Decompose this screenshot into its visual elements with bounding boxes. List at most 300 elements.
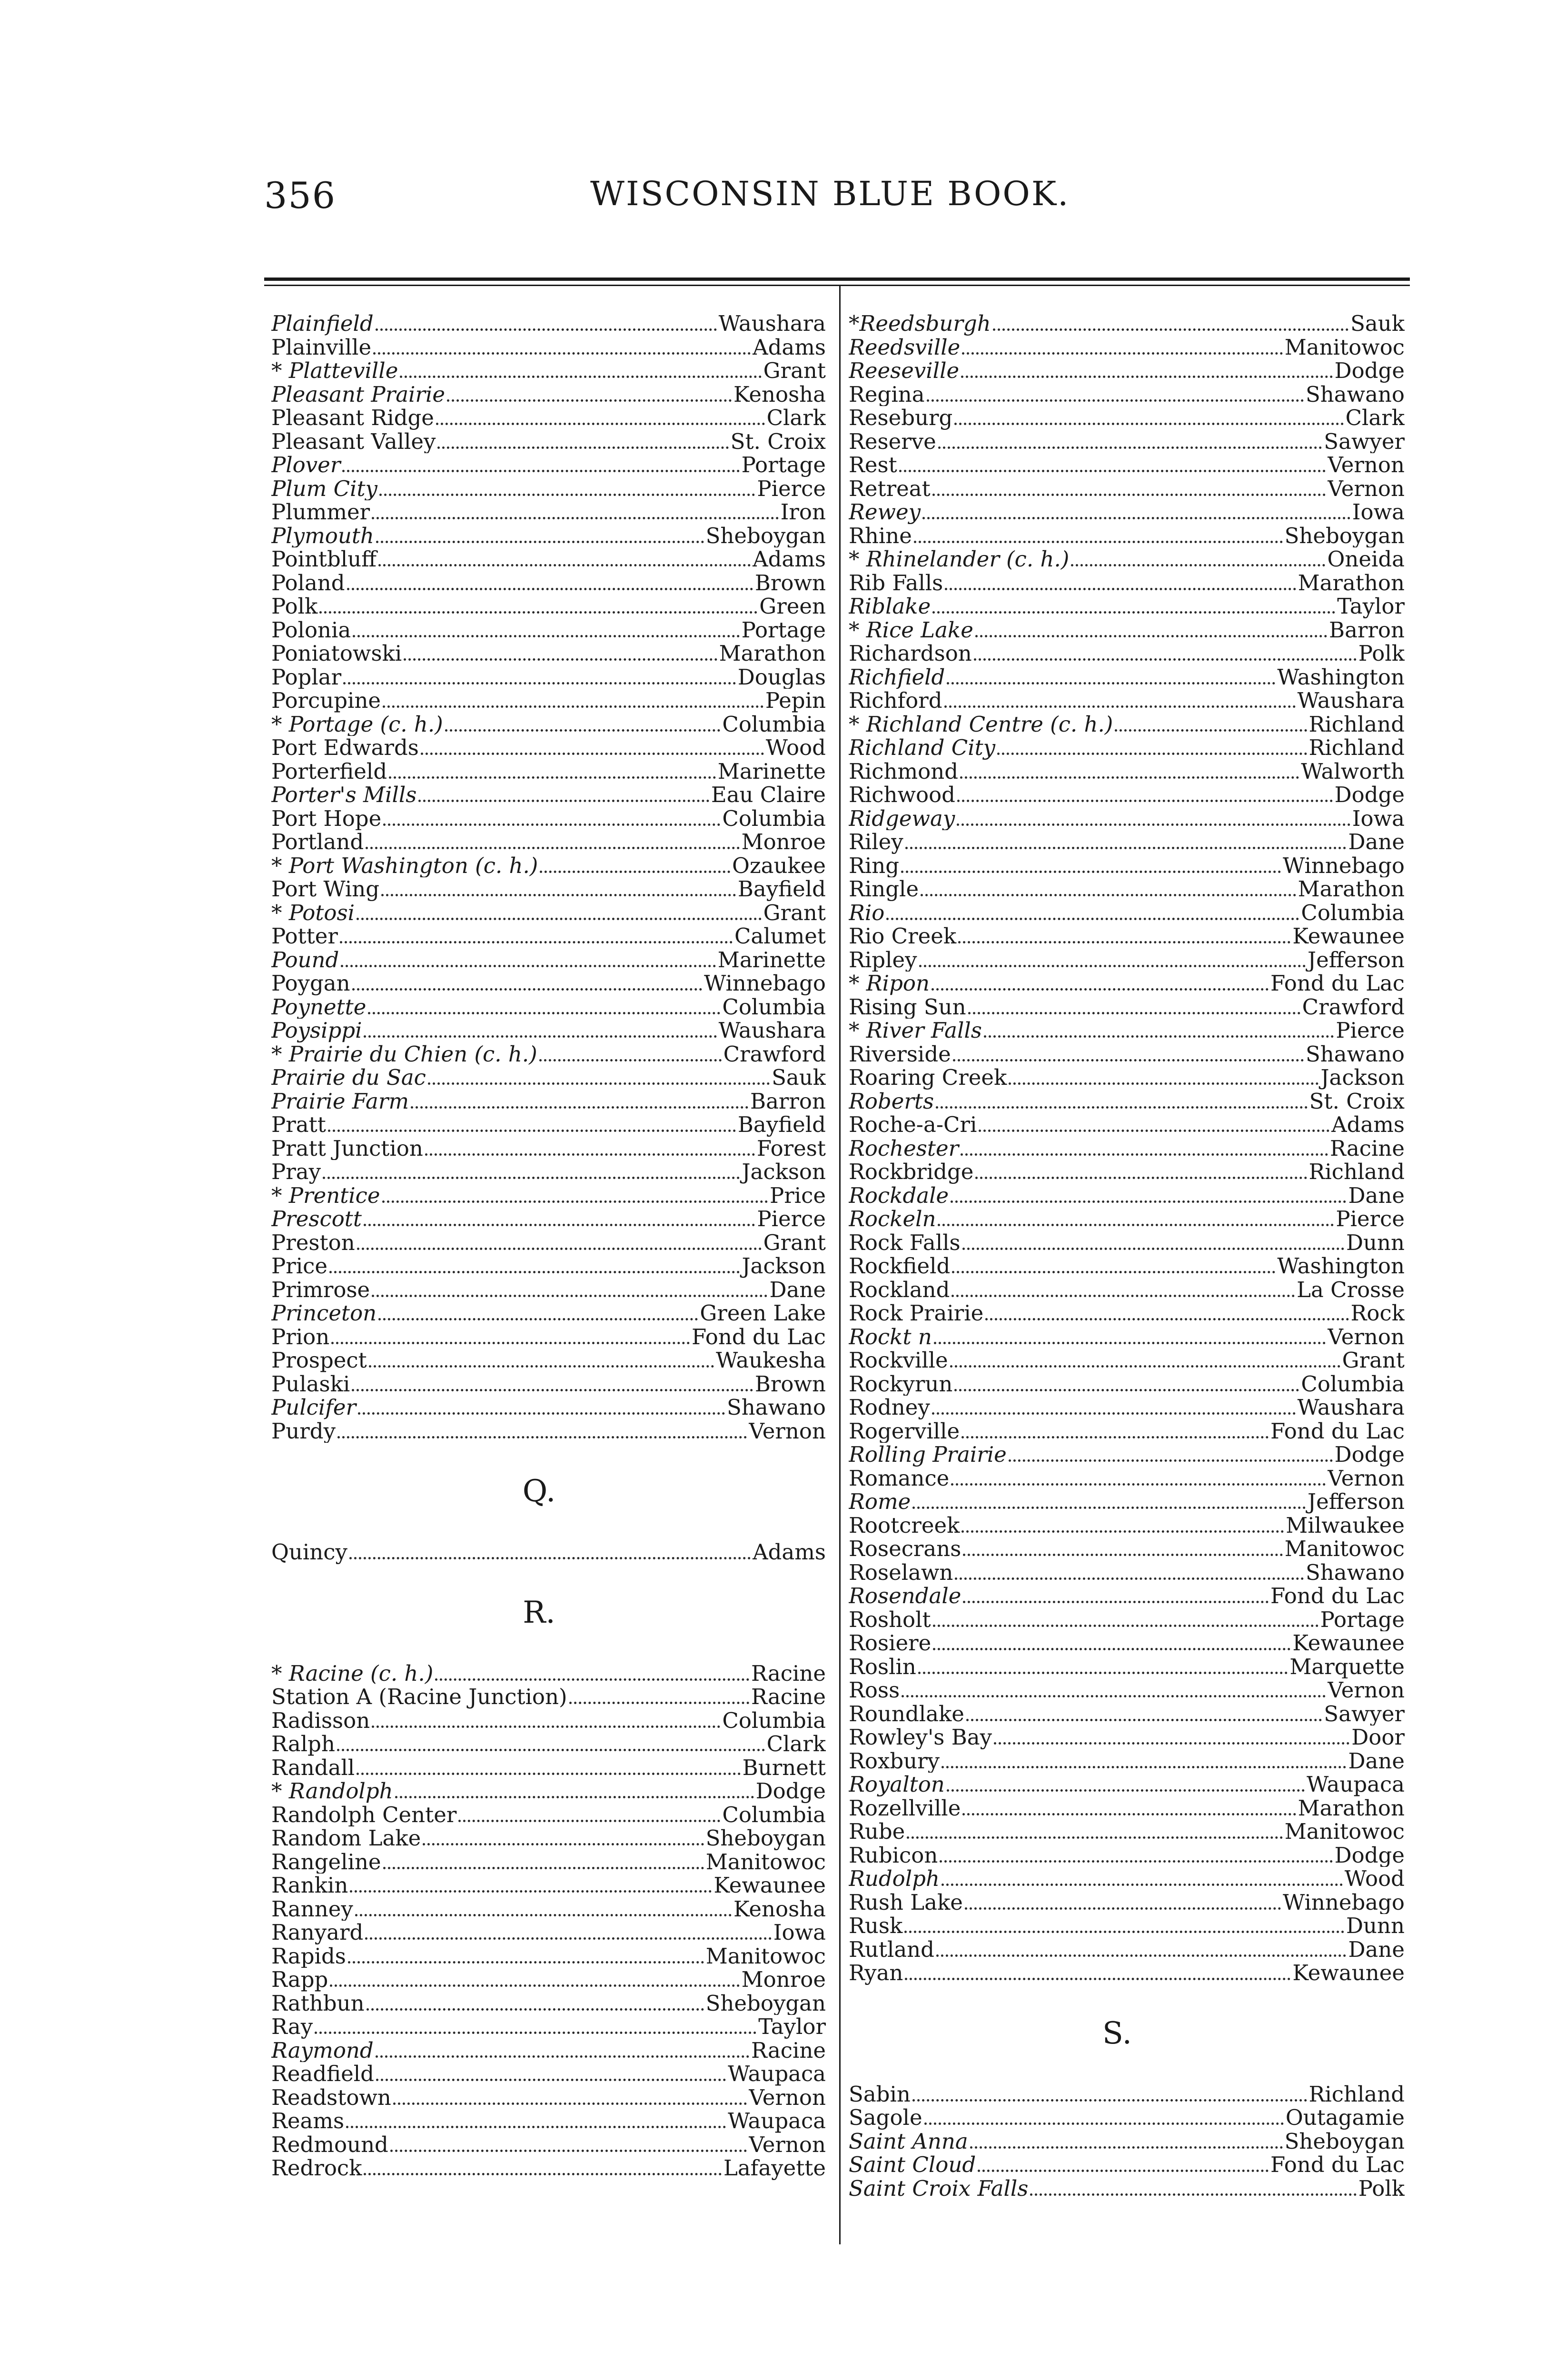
place-name: Raymond	[271, 2038, 374, 2062]
dot-leader	[952, 1264, 1275, 1273]
place-entry	[849, 783, 1405, 807]
county-name: Jackson	[742, 1254, 826, 1278]
dot-leader	[907, 1830, 1282, 1839]
place-entry	[271, 1779, 826, 1803]
place-entry	[271, 524, 826, 548]
place-name: Princeton	[271, 1301, 377, 1325]
r-entries-continued-list	[849, 312, 1405, 1985]
place-entry	[849, 1867, 1405, 1891]
dot-leader	[379, 487, 755, 496]
county-name: Waukesha	[716, 1349, 826, 1372]
county-name: Polk	[1358, 2176, 1405, 2200]
place-name: Pleasant Valley	[271, 429, 436, 453]
county-name: Dodge	[1334, 783, 1405, 807]
r-entries-list	[271, 1662, 826, 2180]
place-entry	[849, 2177, 1405, 2201]
place-name: Romance	[849, 1466, 950, 1490]
place-name: Rockfield	[849, 1254, 951, 1278]
county-name: Wood	[1344, 1867, 1405, 1891]
place-entry	[849, 524, 1405, 548]
place-entry	[271, 2086, 826, 2110]
place-entry	[849, 1537, 1405, 1561]
dot-leader	[347, 581, 753, 590]
dot-leader	[418, 793, 709, 802]
place-entry	[271, 1685, 826, 1709]
place-name: Roxbury	[849, 1749, 940, 1773]
place-name: Saint Cloud	[849, 2153, 976, 2177]
dot-leader	[994, 1735, 1349, 1745]
county-name: Grant	[763, 1230, 826, 1254]
county-name: Wood	[765, 736, 826, 760]
place-name: Saint Croix Falls	[849, 2176, 1029, 2200]
place-name: Roche-a-Cri	[849, 1113, 977, 1137]
place-name: Rewey	[849, 500, 921, 524]
dot-leader	[373, 346, 751, 355]
county-name: Vernon	[749, 2132, 826, 2156]
county-name: La Crosse	[1297, 1278, 1405, 1301]
dot-leader	[947, 675, 1275, 684]
place-entry	[271, 807, 826, 831]
dot-leader	[936, 1100, 1308, 1109]
place-name: Roaring Creek	[849, 1066, 1007, 1090]
q-entries-list	[271, 1540, 826, 1564]
place-entry	[271, 1897, 826, 1921]
dot-leader	[1009, 1076, 1318, 1085]
place-name: Prion	[271, 1325, 330, 1349]
place-name: * Prairie du Chien (c. h.)	[271, 1042, 537, 1066]
county-name: Marathon	[1298, 571, 1405, 595]
place-name: Pleasant Ridge	[271, 406, 434, 430]
county-name: Washington	[1277, 665, 1405, 689]
place-entry	[849, 1396, 1405, 1419]
dot-leader	[364, 1029, 716, 1038]
county-name: Fond du Lac	[1270, 2153, 1405, 2177]
dot-leader	[349, 1550, 751, 1559]
place-name: Port Hope	[271, 806, 382, 830]
county-name: Columbia	[722, 995, 826, 1019]
dot-leader	[539, 1052, 722, 1061]
place-name: Randall	[271, 1755, 355, 1779]
place-name: Rosiere	[849, 1631, 932, 1655]
dot-leader	[902, 1688, 1326, 1697]
place-name: Randolph Center	[271, 1803, 457, 1826]
place-entry	[271, 1207, 826, 1231]
place-entry	[271, 383, 826, 407]
place-name: Primrose	[271, 1278, 370, 1301]
dot-leader	[932, 487, 1326, 496]
county-name: Burnett	[742, 1755, 826, 1779]
place-entry	[849, 877, 1405, 901]
place-name: Rangeline	[271, 1850, 381, 1874]
dot-leader	[918, 1665, 1288, 1674]
dot-leader	[951, 1288, 1295, 1297]
place-entry	[849, 1113, 1405, 1137]
place-name: * Racine (c. h.)	[271, 1661, 434, 1685]
county-name: Waushara	[1297, 689, 1405, 713]
place-entry	[271, 1325, 826, 1349]
county-name: Waushara	[718, 1019, 826, 1042]
dot-leader	[905, 840, 1347, 849]
county-name: Waupaca	[728, 2062, 826, 2086]
place-entry	[849, 1749, 1405, 1773]
county-name: Bayfield	[737, 1113, 826, 1137]
dot-leader	[905, 1971, 1290, 1980]
dot-leader	[569, 1695, 750, 1704]
place-entry	[271, 1231, 826, 1255]
place-name: Readfield	[271, 2062, 374, 2086]
place-name: Rathbun	[271, 1991, 365, 2015]
county-name: Vernon	[1328, 1466, 1405, 1490]
dot-leader	[965, 1901, 1281, 1910]
place-name: * Rice Lake	[849, 618, 973, 642]
county-name: Dunn	[1346, 1914, 1405, 1938]
place-name: Pratt Junction	[271, 1136, 423, 1160]
dot-leader	[378, 557, 751, 566]
county-name: Racine	[751, 1661, 826, 1685]
county-name: Dane	[1348, 1183, 1405, 1207]
place-name: * Richland Centre (c. h.)	[849, 712, 1113, 736]
place-entry	[849, 618, 1405, 642]
dot-leader	[938, 1217, 1334, 1226]
place-entry	[271, 1921, 826, 1944]
place-entry	[849, 2106, 1405, 2130]
place-entry	[849, 1325, 1405, 1349]
dot-leader	[400, 369, 761, 378]
county-name: Forest	[756, 1136, 826, 1160]
place-entry	[271, 359, 826, 383]
dot-leader	[921, 887, 1296, 896]
dot-leader	[919, 958, 1306, 967]
county-name: Door	[1351, 1726, 1405, 1749]
place-entry	[271, 1254, 826, 1278]
county-name: Oneida	[1327, 547, 1405, 571]
county-name: Monroe	[741, 1968, 826, 1992]
place-name: Richwood	[849, 783, 955, 807]
place-name: Rockland	[849, 1278, 950, 1301]
county-name: Marquette	[1289, 1655, 1405, 1678]
page-title: WISCONSIN BLUE BOOK.	[590, 174, 1070, 213]
place-name: Plummer	[271, 500, 370, 524]
dot-leader	[348, 1954, 704, 1964]
place-name: Rock Prairie	[849, 1301, 984, 1325]
county-name: Adams	[753, 1540, 826, 1564]
dot-leader	[950, 1359, 1340, 1368]
place-entry	[271, 1968, 826, 1992]
county-name: Clark	[1345, 406, 1405, 430]
place-name: Port Edwards	[271, 736, 419, 760]
place-entry	[849, 1443, 1405, 1467]
dot-leader	[421, 746, 764, 755]
county-name: Dodge	[1334, 1443, 1405, 1467]
place-entry	[849, 547, 1405, 571]
county-name: Adams	[753, 547, 826, 571]
place-entry	[849, 924, 1405, 948]
place-name: Rockville	[849, 1349, 948, 1372]
dot-leader	[329, 1264, 740, 1273]
place-name: Plum City	[271, 476, 377, 500]
dot-leader	[975, 1170, 1307, 1179]
dot-leader	[365, 1931, 771, 1940]
county-name: Vernon	[1328, 1325, 1405, 1349]
place-name: Portland	[271, 830, 364, 854]
dot-leader	[340, 934, 733, 943]
county-name: Barron	[750, 1089, 826, 1113]
place-entry	[271, 1372, 826, 1396]
county-name: Grant	[1342, 1349, 1405, 1372]
place-entry	[849, 1042, 1405, 1066]
county-name: Racine	[1330, 1136, 1405, 1160]
dot-leader	[1115, 723, 1307, 732]
section-heading-s: S.	[1102, 2015, 1132, 2051]
place-entry	[849, 1820, 1405, 1844]
place-entry	[849, 312, 1405, 336]
place-name: Rube	[849, 1820, 905, 1844]
county-name: Sheboygan	[705, 524, 826, 547]
county-name: Price	[769, 1183, 826, 1207]
county-name: Vernon	[749, 1419, 826, 1443]
place-entry	[849, 336, 1405, 359]
place-name: Rio Creek	[849, 924, 957, 948]
dot-leader	[960, 770, 1299, 779]
dot-leader	[428, 1076, 770, 1085]
place-entry	[849, 995, 1405, 1019]
county-name: Sheboygan	[1284, 524, 1405, 547]
place-name: Purdy	[271, 1419, 336, 1443]
place-name: Retreat	[849, 476, 931, 500]
place-entry	[849, 1019, 1405, 1042]
place-entry	[271, 1160, 826, 1184]
dot-leader	[961, 1524, 1284, 1533]
place-entry	[849, 1796, 1405, 1820]
dot-leader	[985, 1311, 1348, 1320]
dot-leader	[423, 1836, 704, 1845]
place-entry	[849, 1584, 1405, 1608]
place-name: Prescott	[271, 1207, 362, 1231]
county-name: Sawyer	[1324, 1702, 1405, 1726]
county-name: Sauk	[1350, 312, 1405, 336]
place-name: Richardson	[849, 642, 972, 665]
place-entry	[849, 383, 1405, 407]
place-entry	[271, 1278, 826, 1302]
county-name: Manitowoc	[1284, 335, 1405, 359]
place-entry	[849, 2130, 1405, 2153]
place-entry	[271, 1137, 826, 1160]
county-name: St. Croix	[1309, 1089, 1405, 1113]
county-name: Portage	[741, 453, 826, 477]
dot-leader	[372, 1288, 767, 1297]
place-name: Reams	[271, 2109, 345, 2133]
place-entry	[271, 1349, 826, 1372]
dot-leader	[341, 958, 715, 967]
county-name: Brown	[754, 1372, 826, 1396]
place-name: Richford	[849, 689, 942, 713]
place-name: Prospect	[271, 1349, 367, 1372]
dot-leader	[358, 1406, 725, 1415]
county-name: Dane	[1348, 1749, 1405, 1773]
place-name: Porter's Mills	[271, 783, 417, 807]
place-name: * Randolph	[271, 1779, 393, 1803]
place-name: Rudolph	[849, 1867, 940, 1891]
place-name: Quincy	[271, 1540, 347, 1564]
place-name: Poniatowski	[271, 642, 402, 665]
place-entry	[271, 1419, 826, 1443]
place-entry	[849, 1207, 1405, 1231]
place-name: Station A (Racine Junction)	[271, 1685, 567, 1709]
county-name: Brown	[754, 571, 826, 595]
place-entry	[849, 1467, 1405, 1490]
county-name: Jackson	[742, 1160, 826, 1184]
place-name: Reseburg	[849, 406, 953, 430]
place-entry	[271, 830, 826, 854]
place-entry	[849, 689, 1405, 713]
county-name: Waupaca	[728, 2109, 826, 2133]
county-name: Shawano	[1305, 1042, 1405, 1066]
county-name: Milwaukee	[1286, 1513, 1405, 1537]
county-name: Columbia	[1301, 901, 1405, 924]
place-entry	[849, 2082, 1405, 2106]
place-name: Polonia	[271, 618, 351, 642]
dot-leader	[445, 723, 721, 732]
dot-leader	[381, 887, 736, 896]
place-name: Rootcreek	[849, 1513, 960, 1537]
place-name: Rio	[849, 901, 885, 924]
place-name: Polk	[271, 595, 318, 618]
dot-leader	[364, 1217, 755, 1226]
place-name: Ridgeway	[849, 806, 955, 830]
county-name: Kewaunee	[1292, 1631, 1405, 1655]
place-entry	[271, 1396, 826, 1419]
place-name: Riverside	[849, 1042, 951, 1066]
place-entry	[271, 1019, 826, 1042]
place-name: Plainfield	[271, 312, 374, 336]
dot-leader	[357, 1241, 762, 1250]
place-name: Ray	[271, 2015, 313, 2039]
dot-leader	[372, 510, 778, 519]
place-entry	[849, 972, 1405, 995]
place-entry	[271, 995, 826, 1019]
place-entry	[271, 760, 826, 783]
dot-leader	[934, 1335, 1326, 1344]
dot-leader	[540, 864, 730, 873]
place-entry	[271, 736, 826, 760]
county-name: Iowa	[1352, 500, 1405, 524]
place-entry	[271, 1826, 826, 1850]
place-entry	[849, 736, 1405, 760]
place-name: Rogerville	[849, 1419, 960, 1443]
place-name: Port Wing	[271, 877, 380, 901]
county-name: Dodge	[755, 1779, 826, 1803]
place-name: Rome	[849, 1490, 911, 1514]
dot-leader	[435, 1672, 749, 1681]
dot-leader	[343, 675, 736, 684]
dot-leader	[962, 1806, 1296, 1815]
place-entry	[849, 1702, 1405, 1726]
place-name: Radisson	[271, 1708, 370, 1732]
dot-leader	[936, 1948, 1347, 1957]
county-name: Richland	[1308, 2082, 1405, 2106]
place-name: Redrock	[271, 2156, 362, 2180]
place-entry	[271, 2015, 826, 2039]
county-name: Marathon	[1298, 877, 1405, 901]
place-entry	[849, 1938, 1405, 1962]
county-name: Dunn	[1346, 1230, 1405, 1254]
dot-leader	[912, 2092, 1307, 2102]
county-name: Calumet	[734, 924, 826, 948]
county-name: Waushara	[718, 312, 826, 336]
place-entry	[849, 1349, 1405, 1372]
place-name: Rock Falls	[849, 1230, 961, 1254]
place-name: * Platteville	[271, 359, 398, 383]
place-name: Rockbridge	[849, 1160, 974, 1184]
dot-leader	[366, 840, 739, 849]
dot-leader	[337, 1742, 765, 1751]
place-entry	[849, 595, 1405, 618]
county-name: Jefferson	[1308, 948, 1405, 972]
place-entry	[849, 453, 1405, 477]
place-entry	[849, 1773, 1405, 1796]
section-heading-q: Q.	[522, 1474, 556, 1509]
place-name: Reserve	[849, 429, 936, 453]
place-entry	[849, 854, 1405, 878]
dot-leader	[378, 1311, 698, 1320]
dot-leader	[963, 1594, 1269, 1603]
dot-leader	[328, 1123, 736, 1132]
county-name: St. Croix	[730, 429, 826, 453]
place-entry	[849, 1372, 1405, 1396]
place-entry	[271, 2133, 826, 2157]
dot-leader	[355, 1907, 732, 1916]
county-name: Dodge	[1334, 1843, 1405, 1867]
place-entry	[271, 2039, 826, 2063]
place-entry	[849, 713, 1405, 736]
place-entry	[849, 571, 1405, 595]
dot-leader	[941, 1877, 1343, 1886]
place-name: Pulaski	[271, 1372, 350, 1396]
place-name: Rockt n	[849, 1325, 932, 1349]
place-name: Roslin	[849, 1655, 916, 1678]
dot-leader	[346, 2119, 726, 2128]
place-name: Ring	[849, 853, 900, 877]
dot-leader	[372, 1719, 720, 1728]
place-name: Royalton	[849, 1773, 945, 1796]
place-entry	[271, 1662, 826, 1686]
dot-leader	[436, 416, 765, 425]
county-name: Fond du Lac	[1270, 1584, 1405, 1608]
place-entry	[849, 1914, 1405, 1938]
dot-leader	[357, 911, 762, 920]
place-entry	[271, 1066, 826, 1090]
dot-leader	[904, 1924, 1344, 1933]
place-name: Richland City	[849, 736, 996, 760]
place-name: Pratt	[271, 1113, 326, 1137]
county-name: Lafayette	[723, 2156, 826, 2180]
place-name: Regina	[849, 382, 925, 406]
county-name: Grant	[763, 901, 826, 924]
county-name: Marinette	[717, 759, 826, 783]
place-entry	[271, 2156, 826, 2180]
place-entry	[271, 854, 826, 878]
place-entry	[849, 430, 1405, 454]
place-name: Ringle	[849, 877, 919, 901]
dot-leader	[927, 393, 1304, 402]
place-name: Rankin	[271, 1874, 348, 1897]
place-name: Preston	[271, 1230, 355, 1254]
dot-leader	[389, 770, 716, 779]
county-name: Iowa	[773, 1921, 826, 1944]
county-name: Dodge	[1334, 359, 1405, 383]
place-name: Rib Falls	[849, 571, 943, 595]
dot-leader	[974, 652, 1357, 661]
